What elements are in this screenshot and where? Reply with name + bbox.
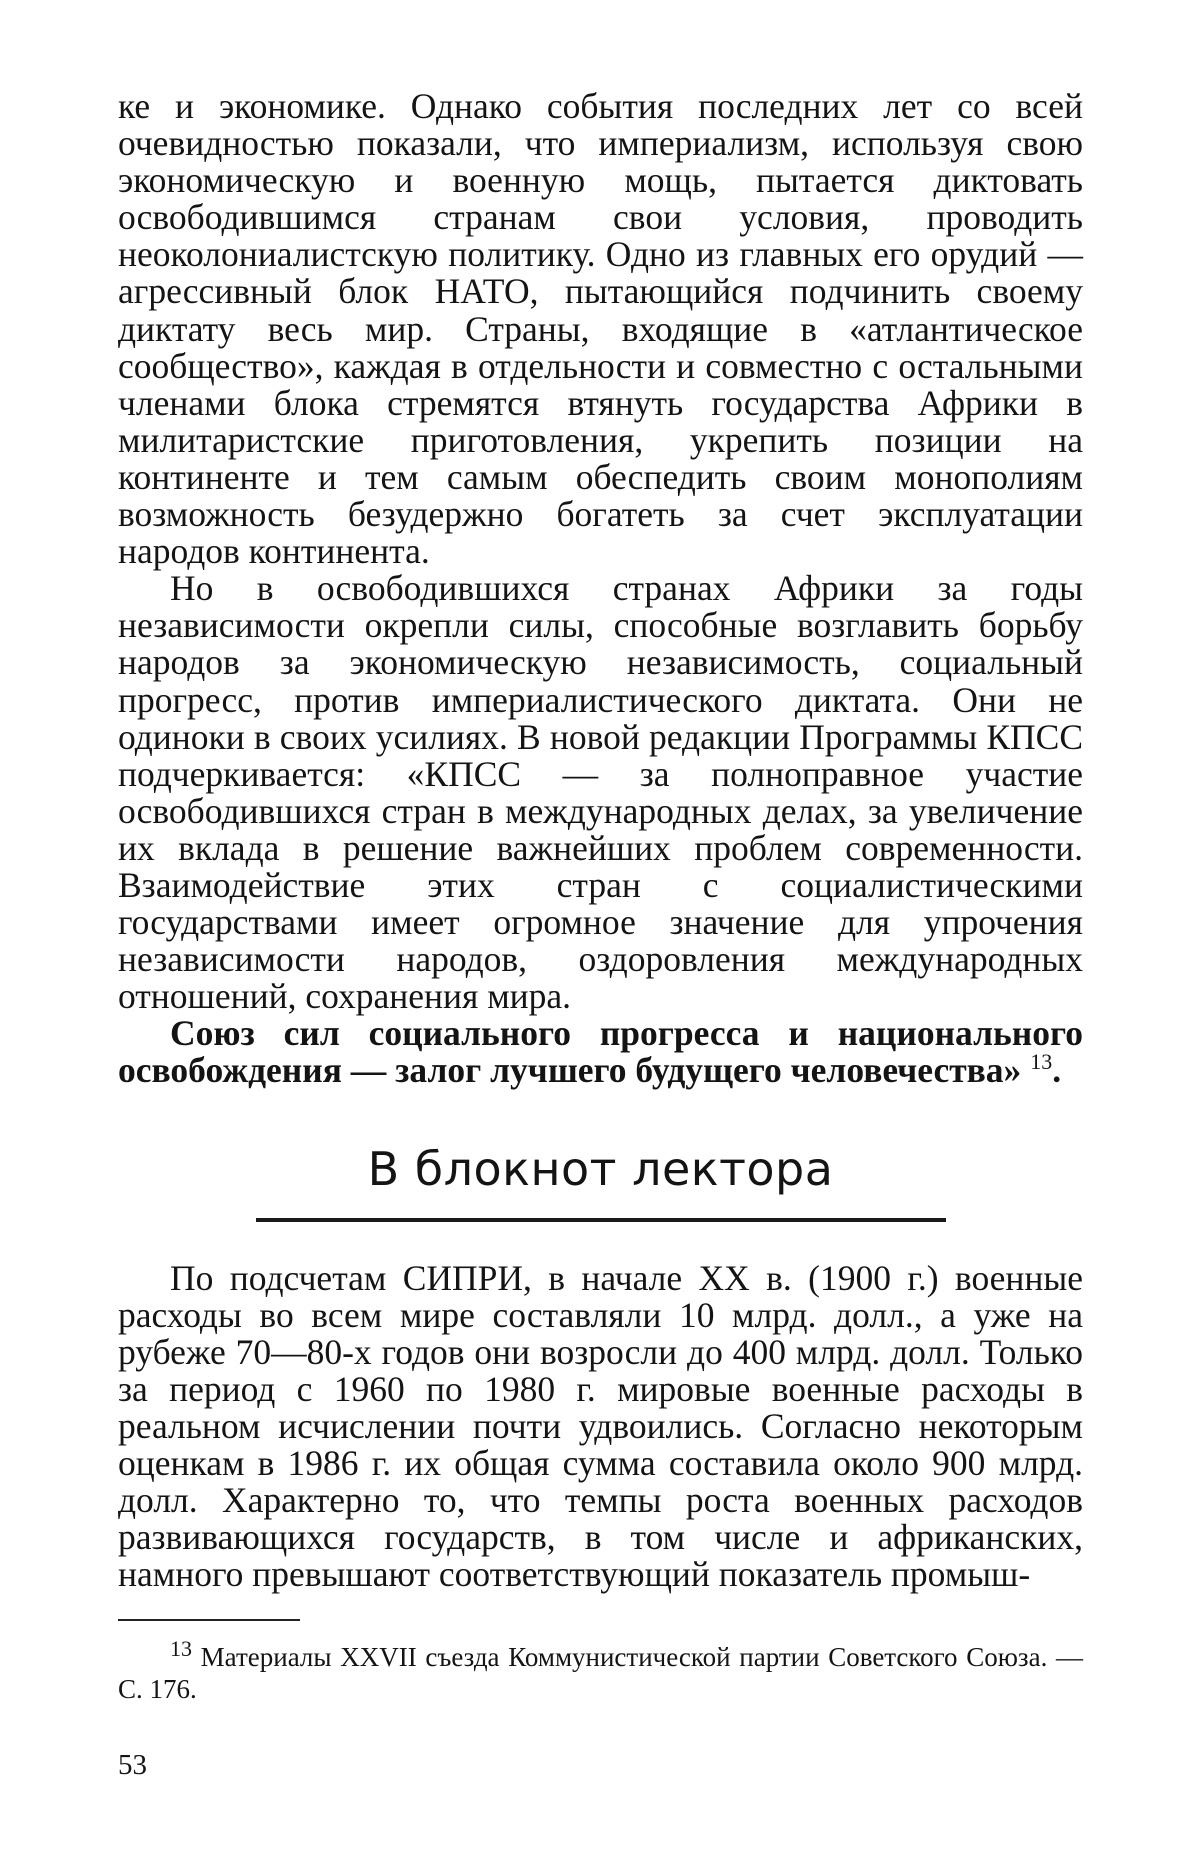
footnote (118, 1636, 1083, 1705)
body-paragraph-2: Но в освободившихся странах Африки за годы независимости окрепли силы, способные возглавить борьбу народов за экономическую независимость, социальный прогресс, против империалистического диктата. Они не одиноки в своих усилиях. В новой редакции Программы КПСС подчеркивается: «КПСС — за полноправное участие освободившихся стран в международных делах, за увеличение их вклада в решение важнейших проблем современности. Взаимодействие этих стран с социалистическими государствами имеет огромное значение для упрочения независимости народов, оздоровления международных отношений, сохранения мира. (118, 568, 1083, 1017)
footnote-text: Материалы XXVII съезда Коммунистической партии Советского Союза. — С. 176. (118, 1642, 1083, 1705)
section-title: В блокнот лектора (367, 1141, 834, 1196)
body-paragraph-1: ке и экономике. Однако события последних лет со всей очевидностью показали, что империализм, используя свою экономическую и военную мощь, пытается диктовать освободившимся странам свои условия, проводить неоколониалистскую политику. Одно из главных его орудий — агрессивный блок НАТО, пытающийся подчинить своему диктату весь мир. Страны, входящие в «атлантическое сообщество», каждая в отдельности и совместно с остальными членами блока стремятся втянуть государства Африки в милитаристские приготовления, укрепить позиции на континенте и тем самым обеспедить своим монополиям возможность безудержно богатеть за счет эксплуатации народов континента. (118, 86, 1083, 572)
bold-quote-text: Союз сил социального прогресса и национального освобождения — залог лучшего будущего человечества» (118, 1013, 1083, 1091)
footnote-divider (118, 1619, 300, 1621)
book-page (118, 88, 1083, 1781)
body-paragraph-4: По подсчетам СИПРИ, в начале XX в. (1900 г.) военные расходы во всем мире составляли 10 млрд. долл., а уже на рубеже 70—80-х годов они возросли до 400 млрд. долл. Только за период с 1960 по 1980 г. мировые военные расходы в реальном исчислении почти удвоились. Согласно некоторым оценкам в 1986 г. их общая сумма составила около 900 млрд. долл. Характерно то, что темпы роста военных расходов развивающихся государств, в том числе и африканских, намного превышают соответствующий показатель промыш- (118, 1257, 1083, 1595)
footnote-reference: 13 (1030, 1049, 1053, 1075)
footnote-number: 13 (170, 1636, 192, 1662)
section-underline (256, 1218, 946, 1222)
body-paragraph-3 (118, 1015, 1083, 1089)
section-heading (118, 1142, 1083, 1222)
page-number: 53 (118, 1749, 147, 1782)
quote-end-punctuation: . (1052, 1050, 1062, 1091)
